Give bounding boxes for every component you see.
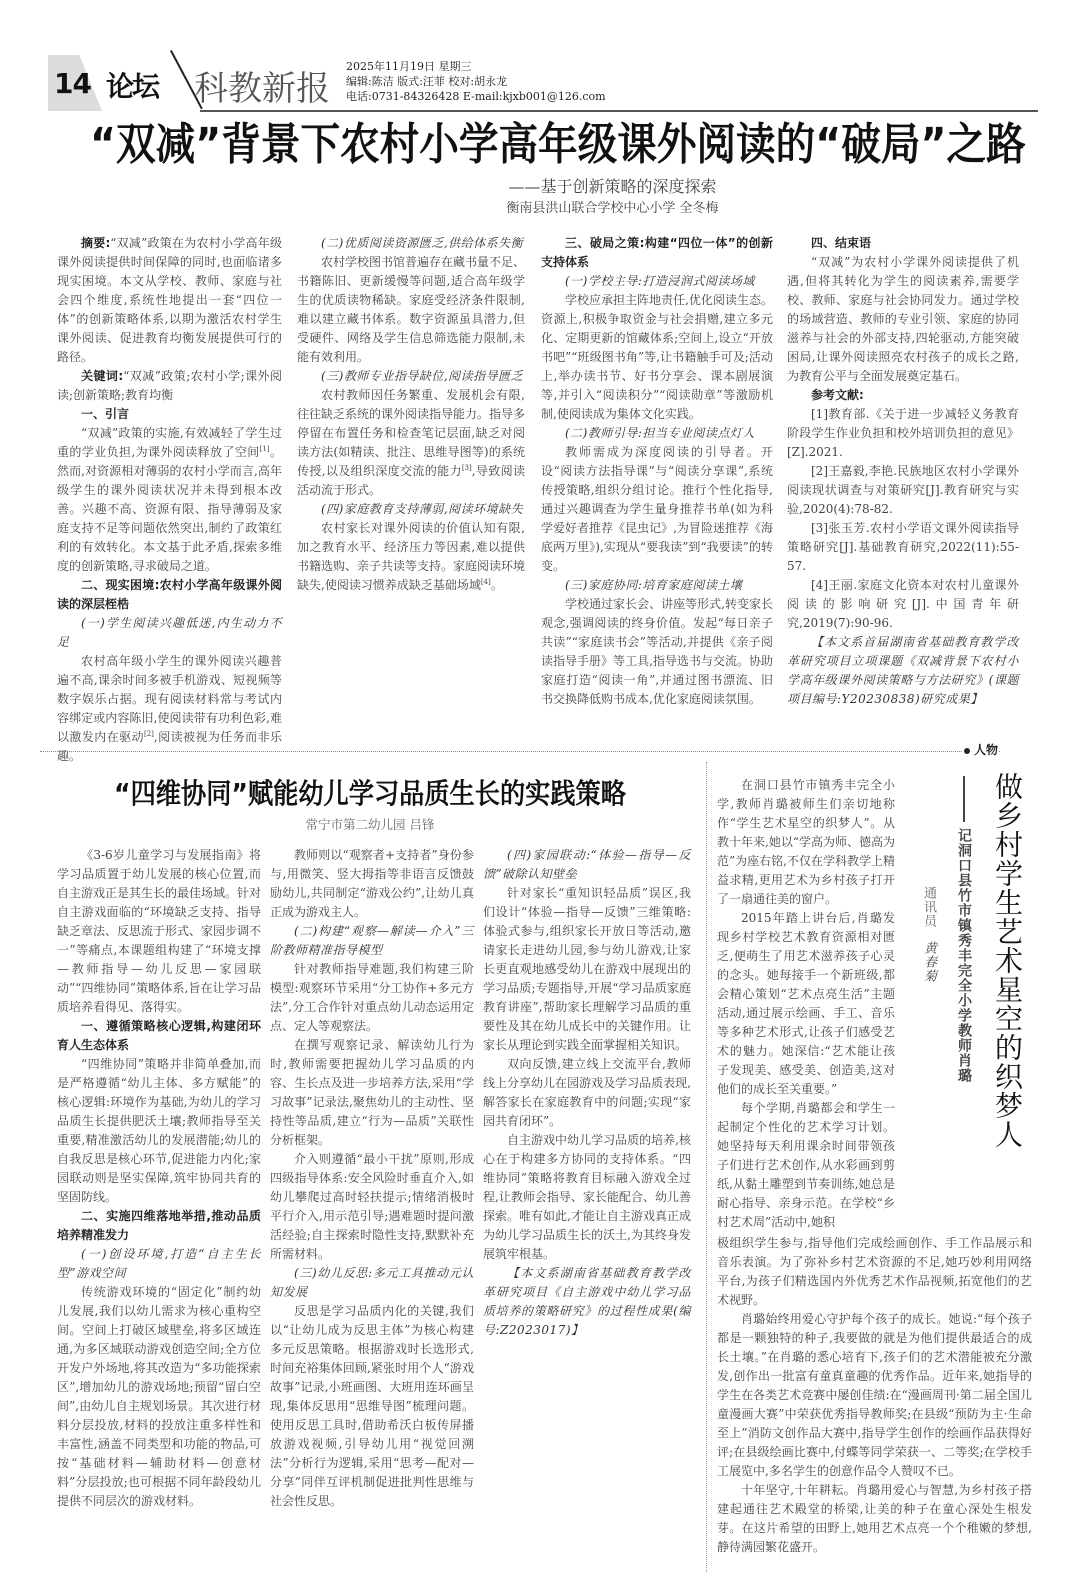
article2-column-1	[57, 846, 261, 1511]
subsection-heading: (二)教师引导:担当专业阅读点灯人	[565, 426, 755, 440]
article3-column-upper	[717, 776, 895, 1232]
section-name: 论坛	[106, 70, 159, 103]
citation-mark: [3]	[461, 464, 472, 472]
subsection-heading: (三)家庭协同:培育家庭阅读土壤	[565, 578, 743, 592]
abstract: 摘要:“双减”政策在为农村小学高年级课外阅读提供时间保障的同时,也面临诸多现实困境。本文从学校、教师、家庭与社会四个维度,系统性地提出一套“四位一体”的创新策略体系,以期为激活农村学生课外阅读、促进教育均衡发展提供可行的路径。	[57, 236, 282, 364]
paragraph: “双减”政策的实施,有效减轻了学生过重的学业负担,为课外阅读释放了空间[1]。然而,对资源相对薄弱的农村小学而言,高年级学生的课外阅读状况并未得到根本改善。兴趣不高、资源有限、指导薄弱及家庭支持不足等问题依然突出,制约了政策红利的有效转化。本文基于此矛盾,探索多维度的创新策略,寻求破局之道。	[57, 426, 282, 573]
section-heading: 三、破局之策:构建“四位一体”的创新支持体系	[541, 236, 773, 269]
masthead	[48, 55, 1038, 111]
page-number: 14	[54, 67, 91, 100]
reference-item: [2]王嘉毅,李艳.民族地区农村小学课外阅读现状调查与对策研究[J].教育研究与实验,2020(4):78-82.	[787, 464, 1019, 516]
bullet-dot-icon	[964, 748, 970, 754]
paragraph: 在洞口县竹市镇秀丰完全小学,教师肖璐被师生们亲切地称作“学生艺术星空的织梦人”。从教十年来,她以“学高为师、德高为范”为座右铭,不仅在学科教学上精益求精,更用艺术为乡村孩子打开了一扇通往美的窗户。	[717, 778, 895, 906]
masthead-info	[346, 59, 606, 104]
paragraph: 十年坚守,十年耕耘。肖璐用爱心与智慧,为乡村孩子搭建起通往艺术殿堂的桥梁,让美的种子在童心深处生根发芽。在这片希望的田野上,她用艺术点亮一个个稚嫩的梦想,静待满园繁花盛开。	[717, 1483, 1032, 1554]
paragraph: 农村家长对课外阅读的价值认知有限,加之教育水平、经济压力等因素,难以提供书籍选购、亲子共读等支持。家庭阅读环境缺失,使阅读习惯养成缺乏基础场域[4]。	[297, 521, 526, 592]
paragraph: 肖璐始终用爱心守护每个孩子的成长。她说:“每个孩子都是一颗独特的种子,我要做的就是为他们提供最适合的成长土壤。”在肖璐的悉心培育下,孩子们的艺术潜能被充分激发,创作出一批富有童真童趣的优秀作品。近年来,她指导的学生在各类艺术竞赛中屡创佳绩:在“漫画周刊·第二届全国儿童漫画大赛”中荣获优秀指导教师奖;在县级“预防为主·生命至上”消防文创作品大赛中,指导学生创作的绘画作品获得好评;在县级绘画比赛中,付蝶等同学荣获一、二等奖;在学校手工展览中,多名学生的创意作品令人赞叹不已。	[717, 1312, 1032, 1478]
subsection-heading: (四)家园联动:“体验—指导—反馈”破除认知壁垒	[483, 848, 691, 881]
paragraph: 双向反馈,建立线上交流平台,教师线上分享幼儿在园游戏及学习品质表现,解答家长在家庭教育中的问题;实现“家园共育闭环”。	[483, 1057, 691, 1128]
masthead-rule	[200, 110, 1038, 112]
citation-mark: [2]	[143, 730, 154, 738]
article1-title: “双减”背景下农村小学高年级课外阅读的“破局”之路	[90, 119, 1026, 170]
paragraph: 在撰写观察记录、解读幼儿行为时,教师需要把握幼儿学习品质的内容、生长点及进一步培养方法,采用“学习故事”记录法,聚焦幼儿的主动性、坚持性等品质,建立“行为—品质”关联性分析框架。	[270, 1038, 474, 1147]
paragraph: 极组织学生参与,指导他们完成绘画创作、手工作品展示和音乐表演。为了弥补乡村艺术资源的不足,她巧妙利用网络平台,为孩子们精选国内外优秀艺术作品视频,拓宽他们的艺术视野。	[717, 1236, 1032, 1307]
byline-name: 黄春菊	[921, 941, 936, 984]
paragraph: 农村学校图书馆普遍存在藏书量不足、书籍陈旧、更新缓慢等问题,适合高年级学生的优质读物稀缺。家庭受经济条件限制,难以建立藏书体系。数字资源虽具潜力,但受硬件、网络及学生信息筛选能力限制,未能有效利用。	[297, 255, 526, 364]
article1-subtitle: ——基于创新策略的深度探索	[508, 177, 717, 196]
editor-credits: 编辑:陈洁 版式:汪菲 校对:胡永龙	[346, 75, 508, 88]
citation-mark: [1]	[259, 445, 270, 453]
section-heading: 一、引言	[81, 407, 130, 421]
paragraph: 学校通过家长会、讲座等形式,转变家长观念,强调阅读的终身价值。发起“每日亲子共读”“家庭读书会”等活动,并提供《亲子阅读指导手册》等工具,指导选书与交流。协助家庭打造“阅读一角”,并通过图书漂流、旧书交换降低购书成本,优化家庭阅读氛围。	[541, 597, 773, 706]
section-tag: 人物	[962, 742, 998, 758]
keywords: 关键词:“双减”政策;农村小学;课外阅读;创新策略;教育均衡	[57, 369, 282, 402]
subsection-heading: (三)教师专业指导缺位,阅读指导匮乏	[321, 369, 524, 383]
article2-column-3	[483, 846, 691, 1340]
article1-column-4	[787, 234, 1019, 709]
paragraph: 教师需成为深度阅读的引导者。开设“阅读方法指导课”与“阅读分享课”,系统传授策略,组织分组讨论。推行个性化指导,通过兴趣调查为学生量身推荐书单(如为科学爱好者推荐《昆虫记》,为冒险迷推荐《海底两万里》),实现从“要我读”到“我要读”的转变。	[541, 445, 773, 573]
reference-item: [3]张玉芳.农村小学语文课外阅读指导策略研究[J].基础教育研究,2022(11):55-57.	[787, 521, 1019, 573]
article2-column-2	[270, 846, 474, 1511]
contact-info: 电话:0731-84326428 E-mail:kjxb001@126.com	[346, 90, 606, 103]
article1-column-3	[541, 234, 773, 709]
paragraph: 2015年踏上讲台后,肖璐发现乡村学校艺术教育资源相对匮乏,便萌生了用艺术滋养孩子心灵的念头。她每接手一个新班级,都会精心策划“艺术点亮生活”主题活动,通过展示绘画、手工、音乐等多种艺术形式,让孩子们感受艺术的魅力。她深信:“艺术能让孩子发现美、感受美、创造美,这对他们的成长至关重要。”	[717, 911, 895, 1096]
column-divider	[706, 762, 707, 1572]
paragraph: 农村教师因任务繁重、发展机会有限,往往缺乏系统的课外阅读指导能力。指导多停留在布置任务和检查笔记层面,缺乏对阅读方法(如精读、批注、思维导图等)的系统传授,以及组织深度交流的能力[3],导致阅读活动流于形式。	[297, 388, 526, 497]
reference-item: [1]教育部.《关于进一步减轻义务教育阶段学生作业负担和校外培训负担的意见》[Z].2021.	[787, 407, 1019, 459]
byline-role: 通讯员	[921, 886, 936, 928]
paragraph: 针对家长“重知识轻品质”误区,我们设计“体验—指导—反馈”三维策略:体验式参与,组织家长开放日等活动,邀请家长走进幼儿园,参与幼儿游戏,让家长更直观地感受幼儿在游戏中展现出的学习品质;专题指导,开展“学习品质家庭教育讲座”,帮助家长理解学习品质的重要性及其在幼儿成长中的关键作用。让家长从理论到实践全面掌握相关知识。	[483, 886, 691, 1052]
paragraph: 传统游戏环境的“固定化”制约幼儿发展,我们以幼儿需求为核心重构空间。空间上打破区域壁垒,将多区域连通,为多区域联动游戏创造空间;全方位开发户外场地,将其改造为“多功能探索区”,增加幼儿的游戏场地;预留“留白空间”,由幼儿自主规划场景。其次进行材料分层投放,材料的投放注重多样性和丰富性,涵盖不同类型和功能的物品,可按“基础材料—辅助材料—创意材料”分层投放;也可根据不同年龄段幼儿提供不同层次的游戏材料。	[57, 1285, 261, 1508]
section-heading: 二、现实困境:农村小学高年级课外阅读的深层桎梏	[57, 578, 282, 611]
subsection-heading: (一)创设环境,打造“自主生长型”游戏空间	[57, 1247, 261, 1280]
citation-mark: [4]	[480, 578, 491, 586]
issue-date: 2025年11月19日 星期三	[346, 60, 472, 73]
subsection-heading: (三)幼儿反思:多元工具推动元认知发展	[270, 1266, 474, 1299]
article3-byline	[918, 886, 938, 983]
subsection-heading: (一)学校主导:打造浸润式阅读场域	[565, 274, 755, 288]
paragraph: “双减”为农村小学课外阅读提供了机遇,但将其转化为学生的阅读素养,需要学校、教师、家庭与社会协同发力。通过学校的场域营造、教师的专业引领、家庭的协同滋养与社会的外部支持,四轮驱动,方能突破困局,让课外阅读照亮农村孩子的成长之路,为教育公平与全面发展奠定基石。	[787, 255, 1019, 383]
article1-column-2	[297, 234, 525, 595]
paragraph: 教师则以“观察者+支持者”身份参与,用微笑、竖大拇指等非语言反馈鼓励幼儿,共同制定“游戏公约”,让幼儿真正成为游戏主人。	[270, 848, 474, 919]
paragraph: 农村高年级小学生的课外阅读兴趣普遍不高,课余时间多被手机游戏、短视频等数字娱乐占据。现有阅读材料常与考试内容绑定或内容陈旧,使阅读带有功利色彩,难以激发内在驱动[2],阅读被视为任务而非乐趣。	[57, 654, 282, 763]
abstract-label: 摘要:	[81, 236, 111, 250]
subsection-heading: (二)构建“观察—解读—介入”三阶教师精准指导模型	[270, 924, 474, 957]
subsection-heading: (四)家庭教育支持薄弱,阅读环境缺失	[321, 502, 524, 516]
paragraph: 反思是学习品质内化的关键,我们以“让幼儿成为反思主体”为核心构建多元反思策略。根据游戏时长选形式,时间充裕集体回顾,紧张时用个人“游戏故事”记录,小班画图、大班用连环画呈现,集体反思用“思维导图”梳理问题。使用反思工具时,借助希沃白板传屏播放游戏视频,引导幼儿用“视觉回溯法”分析行为逻辑,采用“思考—配对—分享”同伴互评机制促进批判性思维与社会性反思。	[270, 1304, 474, 1508]
paragraph: 介入则遵循“最小干扰”原则,形成四级指导体系:安全风险时垂直介入,如幼儿攀爬过高时轻扶提示;情绪消极时平行介入,用示范引导;遇难题时提问激活经验;自主探索时隐性支持,默默补充所需材料。	[270, 1152, 474, 1261]
reference-item: [4]王丽.家庭文化资本对农村儿童课外阅读的影响研究[J].中国青年研究,2019(7):90-96.	[787, 578, 1019, 630]
keywords-label: 关键词:	[81, 369, 124, 383]
section-heading: 二、实施四维落地举措,推动品质培养精准发力	[57, 1209, 261, 1242]
references-heading: 参考文献:	[811, 388, 864, 402]
article2-title: “四维协同”赋能幼儿学习品质生长的实践策略	[114, 777, 626, 810]
paragraph: 学校应承担主阵地责任,优化阅读生态。资源上,积极争取资金与社会捐赠,建立多元化、定期更新的馆藏体系;空间上,设立“开放书吧”“班级图书角”等,让书籍触手可及;活动上,举办读书节、好书分享会、课本剧展演等,并引入“阅读积分”“阅读勋章”等激励机制,使阅读成为集体文化实践。	[541, 293, 773, 421]
funding-note: 【本文系首届湖南省基础教育教学改革研究项目立项课题《双减背景下农村小学高年级课外阅读策略与方法研究》(课题项目编号:Y20230838)研究成果】	[787, 635, 1019, 706]
article1-column-1	[57, 234, 282, 766]
paragraph: “四维协同”策略并非简单叠加,而是严格遵循“幼儿主体、多方赋能”的核心逻辑:环境作为基础,为幼儿的学习品质生长提供肥沃土壤;教师指导至关重要,精准激活幼儿的发展潜能;幼儿的自我反思是核心环节,促进能力内化;家园联动则是坚实保障,筑牢协同共育的坚固防线。	[57, 1057, 261, 1204]
article3-subtitle: 记洞口县竹市镇秀丰完全小学教师肖璐	[956, 828, 972, 1083]
paper-name: 科教新报	[194, 69, 330, 109]
subtitle-dash	[963, 776, 965, 822]
article3-column-lower	[717, 1234, 1032, 1557]
paragraph: 《3-6岁儿童学习与发展指南》将学习品质置于幼儿发展的核心位置,而自主游戏正是其生长的最佳场域。针对自主游戏面临的“环境缺乏支持、指导缺乏章法、反思流于形式、家园步调不一”等痛点,本课题组构建了“环境支撑—教师指导—幼儿反思—家园联动”“四维协同”策略体系,旨在让学习品质培养看得见、落得实。	[57, 848, 262, 1014]
funding-note: 【本文系湖南省基础教育教学改革研究项目《自主游戏中幼儿学习品质培养的策略研究》的过程性成果(编号:Z2023017)】	[483, 1266, 691, 1337]
article3-title: 做乡村学生艺术星空的织梦人	[991, 772, 1024, 1149]
section-heading: 四、结束语	[811, 236, 872, 250]
paragraph: 自主游戏中幼儿学习品质的培养,核心在于构建多方协同的支持体系。“四维协同”策略将教育目标融入游戏全过程,让教师会指导、家长能配合、幼儿善探索。唯有如此,才能让自主游戏真正成为幼儿学习品质生长的沃土,为其终身发展筑牢根基。	[483, 1133, 691, 1261]
article1-byline: 衡南县洪山联合学校中心小学 全冬梅	[506, 201, 719, 216]
section-divider	[40, 751, 1000, 752]
section-heading: 一、遵循策略核心逻辑,构建闭环育人生态体系	[57, 1019, 261, 1052]
paragraph: 针对教师指导难题,我们构建三阶模型:观察环节采用“分工协作+多元方法”,分工合作针对重点幼儿动态运用定点、定人等观察法。	[270, 962, 474, 1033]
article2-byline: 常宁市第二幼儿园 吕锋	[305, 817, 435, 832]
subsection-heading: (二)优质阅读资源匮乏,供给体系失衡	[321, 236, 524, 250]
subsection-heading: (一)学生阅读兴趣低迷,内生动力不足	[57, 616, 282, 649]
paragraph: 每个学期,肖璐都会和学生一起制定个性化的艺术学习计划。她坚持每天利用课余时间带领孩子们进行艺术创作,从水彩画到剪纸,从黏土雕塑到节奏训练,她总是耐心指导、亲身示范。在学校“乡村艺术周”活动中,她积	[717, 1101, 895, 1229]
